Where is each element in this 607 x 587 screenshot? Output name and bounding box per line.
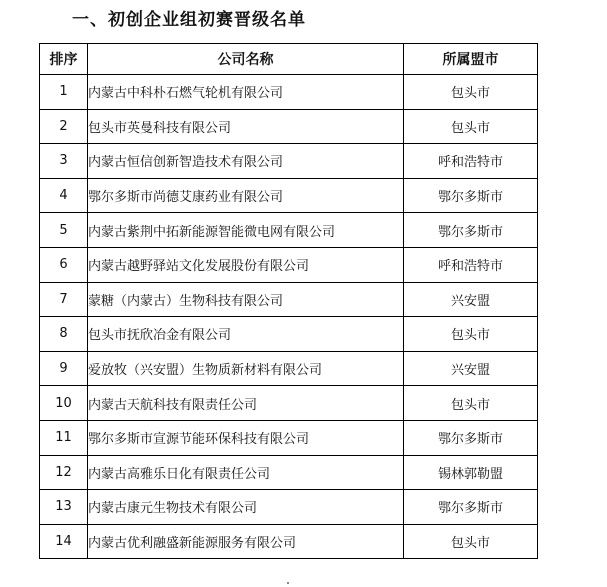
row-city: 鄂尔多斯市: [404, 420, 538, 455]
table-row: [40, 247, 538, 282]
row-company: 包头市英曼科技有限公司: [88, 109, 404, 144]
table-header-row: [40, 44, 538, 75]
row-index: 10: [40, 386, 88, 421]
row-company: 内蒙古高雅乐日化有限责任公司: [88, 455, 404, 490]
row-city: 呼和浩特市: [404, 247, 538, 282]
row-index: 3: [40, 144, 88, 179]
header-company: 公司名称: [88, 44, 404, 75]
row-city: 呼和浩特市: [404, 144, 538, 179]
row-index: 9: [40, 351, 88, 386]
row-index: 1: [40, 75, 88, 110]
table-row: [40, 420, 538, 455]
stray-mark: [287, 582, 289, 584]
row-city: 锡林郭勒盟: [404, 455, 538, 490]
row-company: 内蒙古康元生物技术有限公司: [88, 490, 404, 525]
row-city: 兴安盟: [404, 282, 538, 317]
row-index: 8: [40, 317, 88, 352]
row-index: 6: [40, 247, 88, 282]
row-city: 包头市: [404, 524, 538, 559]
header-city: 所属盟市: [404, 44, 538, 75]
table-row: [40, 386, 538, 421]
table-row: [40, 75, 538, 110]
row-company: 蒙糖（内蒙古）生物科技有限公司: [88, 282, 404, 317]
row-company: 鄂尔多斯市尚德艾康药业有限公司: [88, 178, 404, 213]
row-company: 内蒙古优利融盛新能源服务有限公司: [88, 524, 404, 559]
row-city: 兴安盟: [404, 351, 538, 386]
row-company: 内蒙古越野驿站文化发展股份有限公司: [88, 247, 404, 282]
row-company: 内蒙古天航科技有限责任公司: [88, 386, 404, 421]
table-row: [40, 524, 538, 559]
row-company: 内蒙古紫荆中拓新能源智能微电网有限公司: [88, 213, 404, 248]
row-city: 包头市: [404, 386, 538, 421]
table-row: [40, 351, 538, 386]
table-row: [40, 178, 538, 213]
row-index: 5: [40, 213, 88, 248]
row-city: 鄂尔多斯市: [404, 178, 538, 213]
row-city: 包头市: [404, 109, 538, 144]
row-index: 13: [40, 490, 88, 525]
row-city: 包头市: [404, 317, 538, 352]
row-company: 内蒙古中科朴石燃气轮机有限公司: [88, 75, 404, 110]
table-row: [40, 490, 538, 525]
header-index: 排序: [40, 44, 88, 75]
row-city: 包头市: [404, 75, 538, 110]
row-index: 12: [40, 455, 88, 490]
row-city: 鄂尔多斯市: [404, 213, 538, 248]
row-index: 4: [40, 178, 88, 213]
row-index: 11: [40, 420, 88, 455]
advancement-table: [39, 43, 538, 559]
row-company: 包头市抚欣冶金有限公司: [88, 317, 404, 352]
table-row: [40, 144, 538, 179]
table-row: [40, 213, 538, 248]
table-row: [40, 317, 538, 352]
row-city: 鄂尔多斯市: [404, 490, 538, 525]
table-row: [40, 282, 538, 317]
row-index: 7: [40, 282, 88, 317]
row-company: 鄂尔多斯市宣源节能环保科技有限公司: [88, 420, 404, 455]
row-company: 爱放牧（兴安盟）生物质新材料有限公司: [88, 351, 404, 386]
row-index: 14: [40, 524, 88, 559]
table-row: [40, 109, 538, 144]
table-row: [40, 455, 538, 490]
row-company: 内蒙古恒信创新智造技术有限公司: [88, 144, 404, 179]
row-index: 2: [40, 109, 88, 144]
section-heading: 一、初创企业组初赛晋级名单: [72, 10, 306, 30]
